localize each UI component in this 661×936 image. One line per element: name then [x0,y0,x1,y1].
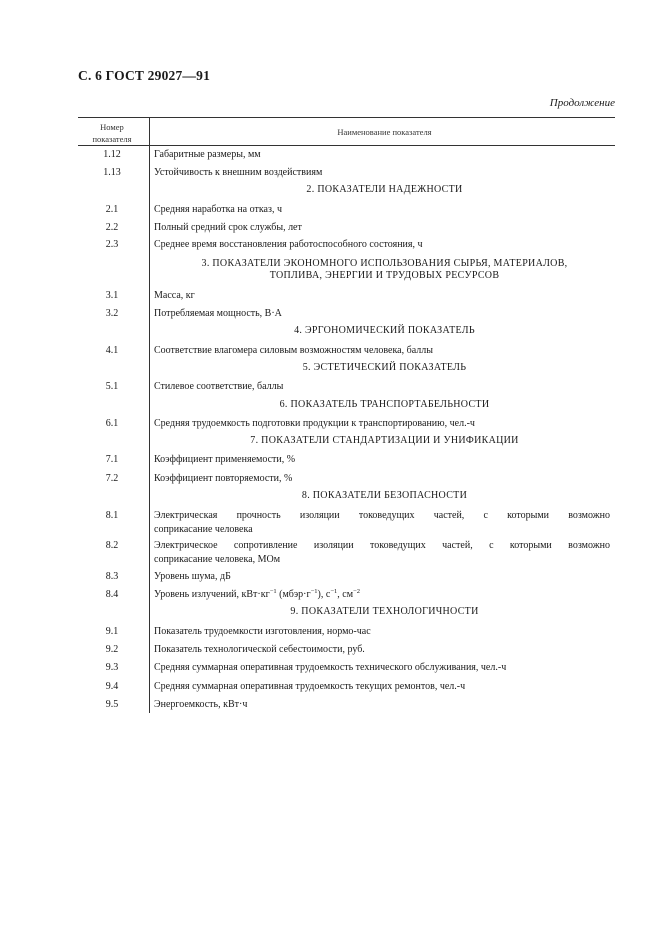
row-text-line1: Электрическое сопротивление изоляции токоведущих частей, с которыми возможно [154,540,610,551]
row-number: 9.2 [105,644,119,655]
radiation-part3: ), с [317,589,331,600]
section-heading-8: 8. ПОКАЗАТЕЛИ БЕЗОПАСНОСТИ [301,490,468,501]
row-text: Показатель технологической себестоимости, руб. [154,644,365,655]
section-heading-3-line1: 3. ПОКАЗАТЕЛИ ЭКОНОМНОГО ИСПОЛЬЗОВАНИЯ СЫРЬЯ, МАТЕРИАЛОВ, [201,258,568,269]
row-number: 9.5 [105,699,119,710]
row-text-radiation [154,588,610,602]
row-number: 2.1 [105,204,119,215]
radiation-sup2: −1 [310,588,318,595]
row-number: 5.1 [105,381,119,392]
row-text-line2: соприкасание человека [154,524,253,535]
row-text: Уровень шума, дБ [154,571,231,582]
radiation-sup4: −2 [353,588,360,595]
section-heading-4: 4. ЭРГОНОМИЧЕСКИЙ ПОКАЗАТЕЛЬ [294,325,475,336]
table-top-rule [78,117,615,118]
row-text: Потребляемая мощность, В·А [154,308,282,319]
row-text: Полный средний срок службы, лет [154,222,302,233]
row-number: 2.3 [105,239,119,250]
row-text: Устойчивость к внешним воздействиям [154,167,323,178]
row-number: 8.2 [105,540,119,551]
row-text: Среднее время восстановления работоспособного состояния, ч [154,239,423,250]
section-heading-3-line2: ТОПЛИВА, ЭНЕРГИИ И ТРУДОВЫХ РЕСУРСОВ [269,270,500,281]
row-number: 3.2 [105,308,119,319]
column-header-number-line2: показателя [92,134,132,144]
row-text: Масса, кг [154,290,195,301]
column-header-number [78,121,146,145]
row-text: Энергоемкость, кВт·ч [154,699,248,710]
row-number: 9.4 [105,681,119,692]
radiation-sup1: −1 [269,588,277,595]
row-text: Коэффициент применяемости, % [154,454,296,465]
row-number: 1.12 [103,149,121,160]
row-text: Соответствие влагомера силовым возможностям человека, баллы [154,345,433,356]
radiation-part4: , см [337,589,354,600]
row-number: 8.1 [105,510,119,521]
section-heading-9: 9. ПОКАЗАТЕЛИ ТЕХНОЛОГИЧНОСТИ [290,606,479,617]
row-text: Габаритные размеры, мм [154,149,261,160]
row-number: 6.1 [105,418,119,429]
row-text: Коэффициент повторяемости, % [154,473,293,484]
section-heading-2: 2. ПОКАЗАТЕЛИ НАДЕЖНОСТИ [306,184,463,195]
row-text: Стилевое соответствие, баллы [154,381,284,392]
row-number: 7.1 [105,454,119,465]
radiation-sup3: −1 [330,588,338,595]
row-text: Средняя суммарная оперативная трудоемкость технического обслуживания, чел.-ч [154,662,507,673]
row-text: Средняя суммарная оперативная трудоемкость текущих ремонтов, чел.-ч [154,681,466,692]
row-number: 9.3 [105,662,119,673]
row-text: Показатель трудоемкости изготовления, нормо-час [154,626,371,637]
row-number: 1.13 [103,167,121,178]
column-header-number-line1: Номер [100,122,124,132]
row-text-multiline [154,509,610,537]
section-heading-3 [154,258,615,282]
section-heading-5: 5. ЭСТЕТИЧЕСКИЙ ПОКАЗАТЕЛЬ [302,362,467,373]
row-number: 8.3 [105,571,119,582]
row-number: 8.4 [105,589,119,600]
row-number: 9.1 [105,626,119,637]
row-text: Средняя наработка на отказ, ч [154,204,282,215]
row-number: 3.1 [105,290,119,301]
row-text-line1: Электрическая прочность изоляции токоведущих частей, с которыми возможно [154,510,610,521]
radiation-part2: (мбэр·г [276,589,311,600]
section-heading-7: 7. ПОКАЗАТЕЛИ СТАНДАРТИЗАЦИИ И УНИФИКАЦИИ [250,435,519,446]
row-text: Средняя трудоемкость подготовки продукции к транспортированию, чел.-ч [154,418,475,429]
page-header-title: С. 6 ГОСТ 29027—91 [78,68,211,83]
table-header-rule [78,145,615,146]
continuation-label: Продолжение [549,97,615,109]
section-heading-6: 6. ПОКАЗАТЕЛЬ ТРАНСПОРТАБЕЛЬНОСТИ [279,399,490,410]
row-number: 7.2 [105,473,119,484]
radiation-part1: Уровень излучений, кВт·кг [154,589,270,600]
row-number: 2.2 [105,222,119,233]
row-text-multiline [154,539,610,567]
row-text-line2: соприкасание человека, МОм [154,554,281,565]
table-column-divider [149,117,150,713]
row-number: 4.1 [105,345,119,356]
column-header-name: Наименование показателя [337,127,432,137]
